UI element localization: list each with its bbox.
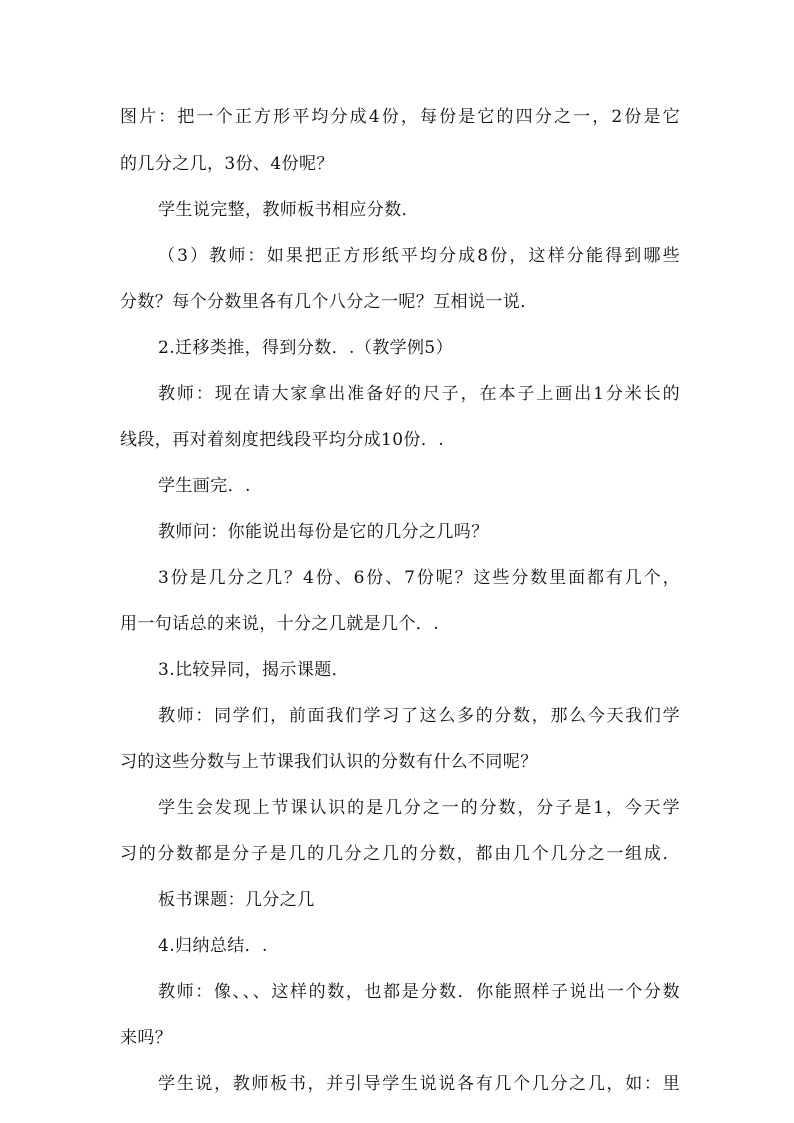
text-line: 学生说完整，教师板书相应分数． [158, 200, 419, 220]
text-line: 来吗？ [120, 1028, 173, 1048]
text-line: 学生画完．. [158, 476, 251, 496]
text-line: 3.比较异同，揭示课题． [158, 660, 350, 680]
text-line: 3份是几分之几？4份、6份、7份呢？这些分数里面都有几个， [158, 568, 680, 588]
text-line: 用一句话总的来说，十分之几就是几个．. [120, 614, 440, 634]
text-line: 学生会发现上节课认识的是几分之一的分数，分子是1，今天学 [158, 798, 680, 818]
text-line: 教师：同学们，前面我们学习了这么多的分数，那么今天我们学 [158, 706, 680, 726]
text-line: 教师：现在请大家拿出准备好的尺子，在本子上画出1分米长的 [158, 384, 680, 404]
document-body [120, 104, 680, 1098]
text-line: 教师：像、、、这样的数，也都是分数．你能照样子说出一个分数 [158, 982, 680, 1002]
text-line: 分数？每个分数里各有几个八分之一呢？互相说一说． [120, 292, 538, 312]
text-line: 板书课题：几分之几 [158, 890, 315, 910]
text-line: 的几分之几，3份、4份呢？ [120, 154, 334, 174]
text-line: 2.迁移类推，得到分数．.（教学例5） [158, 338, 454, 358]
text-line: 4.归纳总结．. [158, 936, 268, 956]
text-line: （3）教师：如果把正方形纸平均分成8份，这样分能得到哪些 [158, 246, 680, 266]
text-line: 习的这些分数与上节课我们认识的分数有什么不同呢？ [120, 752, 538, 772]
text-line: 学生说，教师板书，并引导学生说说各有几个几分之几，如：里 [158, 1074, 680, 1094]
text-line: 教师问：你能说出每份是它的几分之几吗？ [158, 522, 489, 542]
text-line: 图片：把一个正方形平均分成4份，每份是它的四分之一，2份是它 [120, 107, 680, 127]
text-line: 线段，再对着刻度把线段平均分成10份．. [120, 430, 445, 450]
text-line: 习的分数都是分子是几的几分之几的分数，都由几个几分之一组成． [120, 844, 680, 864]
